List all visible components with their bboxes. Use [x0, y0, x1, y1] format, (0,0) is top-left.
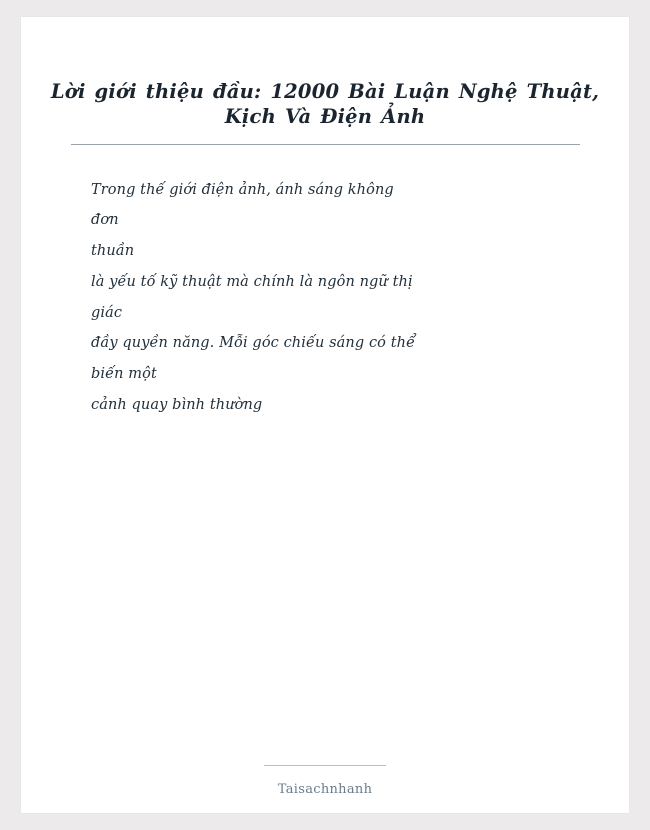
- footer-watermark: Taisachnhanh: [277, 782, 373, 797]
- body-line: đầy quyền năng. Mỗi góc chiếu sáng có thể: [91, 335, 416, 352]
- body-line: là yếu tố kỹ thuật mà chính là ngôn ngữ thị: [91, 273, 413, 290]
- body-line: cảnh quay bình thường: [91, 396, 263, 413]
- footer-divider: [264, 765, 386, 766]
- body-line: thuần: [91, 243, 135, 260]
- body-line: biến một: [91, 366, 157, 383]
- document-content: [21, 17, 629, 813]
- body-line: Trong thế giới điện ảnh, ánh sáng không đơn: [91, 181, 399, 229]
- document-page: [21, 17, 629, 813]
- page-footer: [21, 765, 629, 797]
- document-body: [43, 145, 421, 421]
- page-title: Lời giới thiệu đầu: 12000 Bài Luận Nghệ Thuật, Kịch Và Điện Ảnh: [50, 80, 600, 129]
- body-line: giác: [91, 304, 123, 321]
